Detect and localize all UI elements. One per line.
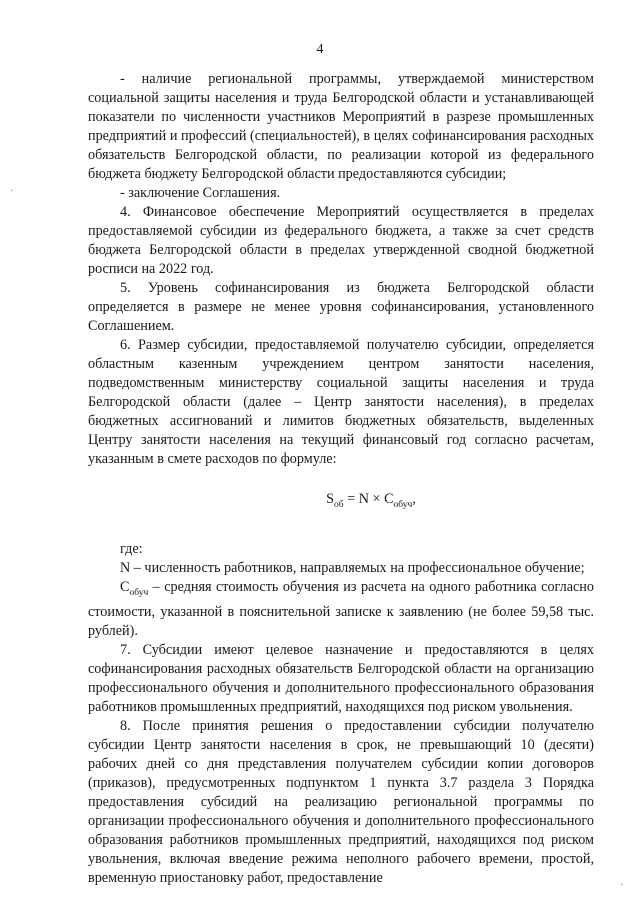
paragraph-4: 4. Финансовое обеспечение Мероприятий осуществляется в пределах предоставляемой субсидии из федерального бюджета, а также за счет средств бюджета Белгородской области в пределах утвержденной сводной бюджетной росписи на 2022 год. [88, 204, 594, 277]
formula-s: S [326, 491, 335, 507]
paragraph-regional-program: - наличие региональной программы, утверждаемой министерством социальной защиты населения и труда Белгородской области и устанавливающей показатели по численности участников Мероприятий в разрезе промышленных предприятий и профессий (специальностей), в целях софинансирования расходных обязательств Белгородской области, по реализации которой из федерального бюджета бюджету Белгородской области предоставляются субсидии; [88, 71, 594, 182]
subsidy-formula [88, 490, 594, 515]
paragraph-7: 7. Субсидии имеют целевое назначение и предоставляются в целях софинансирования расходных обязательств Белгородской области на организацию профессионального обучения и дополнительного профессионального образования работников промышленных предприятий, находящихся под риском увольнения. [88, 641, 594, 715]
page-number: 4 [316, 42, 324, 57]
paragraph-5: 5. Уровень софинансирования из бюджета Белгородской области определяется в размере не менее уровня софинансирования, установленного Соглашением. [88, 280, 594, 334]
formula-end: , [412, 491, 416, 507]
definition-n: N – численность работников, направляемых на профессиональное обучение; [120, 559, 585, 576]
paragraph-8: 8. После принятия решения о предоставлении субсидии получателю субсидии Центр занятости населения в срок, не превышающий 10 (десяти) рабочих дней со дня представления получателем субсидии копии договоров (приказов), предусмотренных подпунктом 1 пункта 3.7 раздела 3 Порядка предоставления субсидий на реализацию региональной программы по организации профессионального обучения и дополнительного профессионального образования работников промышленных предприятий, находящихся под риском увольнения, включая введение режима неполного рабочего времени, простой, временную приостановку работ, предоставление [88, 717, 594, 886]
definition-c-subscript: обуч [129, 587, 149, 598]
paragraph-agreement: - заключение Соглашения. [120, 185, 281, 201]
formula-s-subscript: об [334, 499, 344, 510]
scan-speck: · [10, 186, 14, 197]
paragraph-6: 6. Размер субсидии, предоставляемой получателю субсидии, определяется областным казенным учреждением центром занятости населения, подведомственным министерству социальной защиты населения и труда Белгородской области (далее – Центр занятости населения), в пределах бюджетных ассигнований и лимитов бюджетных обязательств, выделенных Центру занятости населения на текущий финансовый год согласно расчетам, указанным в смете расходов по формуле: [88, 337, 594, 467]
document-body [88, 70, 594, 888]
definition-c-text: – средняя стоимость обучения из расчета на одного работника согласно стоимости, указанной в пояснительной записке к заявлению (не более 59,58 тыс. рублей). [88, 578, 594, 639]
definition-c-symbol: C [120, 578, 130, 595]
formula-body: = N × C [343, 491, 394, 507]
formula-c-subscript: обуч [393, 499, 413, 510]
definitions-where: где: [120, 540, 143, 557]
scan-speck: · [620, 880, 624, 891]
definition-c [88, 578, 594, 641]
